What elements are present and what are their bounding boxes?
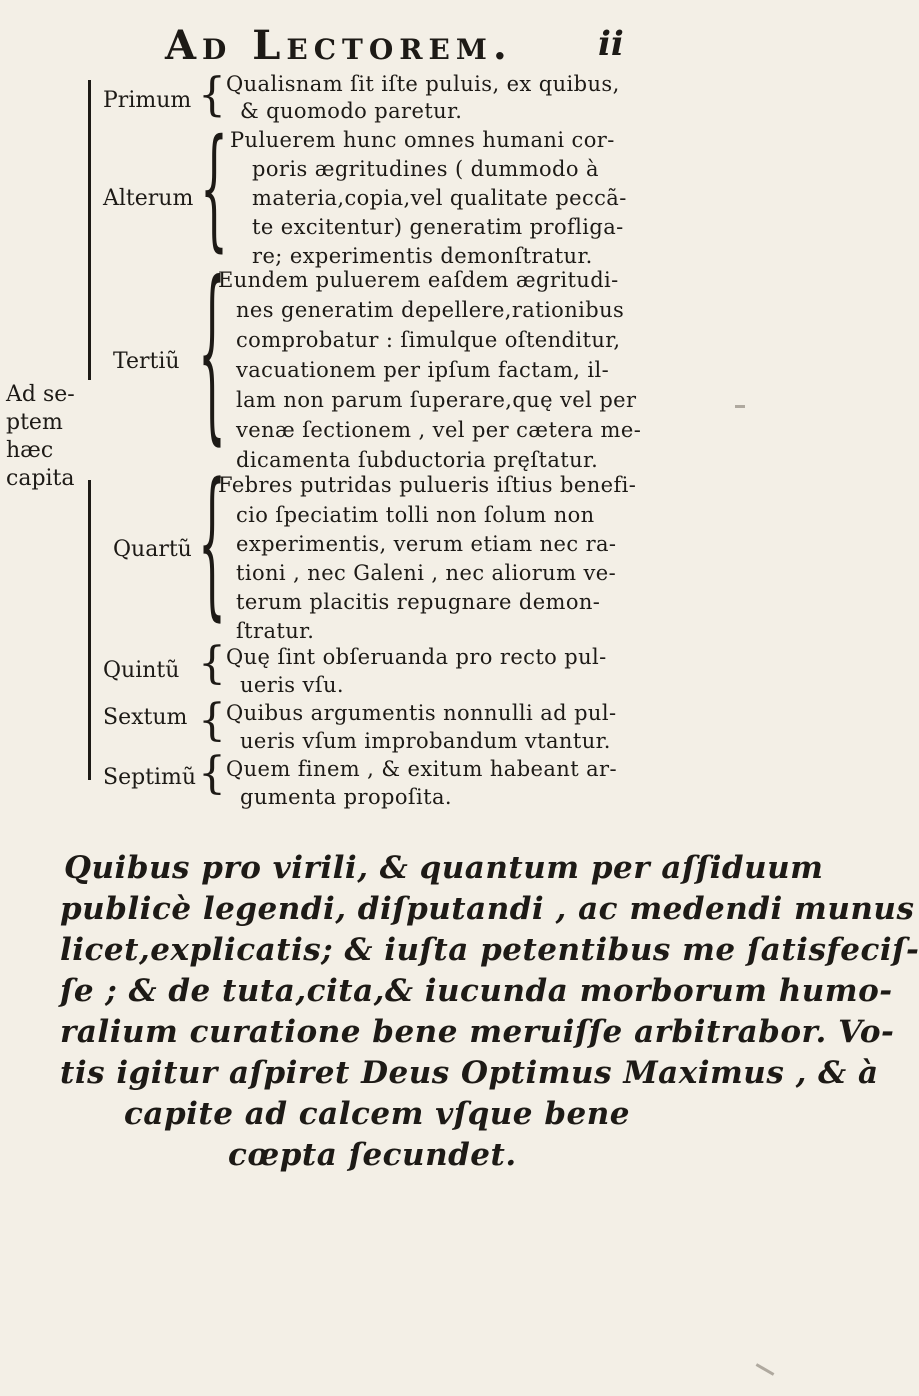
side-label-line: hæc <box>6 438 54 463</box>
running-title: Ad Lectorem. <box>165 22 513 69</box>
chapter-line: Quibus argumentis nonnulli ad pul- <box>226 701 617 725</box>
outer-bracket-top <box>88 80 91 380</box>
chapter-line: & quomodo paretur. <box>240 99 463 123</box>
chapter-line: Quem finem , & exitum habeant ar- <box>226 757 617 781</box>
chapter-line: ueris vſu. <box>240 673 344 697</box>
closing-line: capite ad calcem vſque bene <box>124 1096 630 1132</box>
chapter-line: comprobatur : ſimulque oſtenditur, <box>236 328 621 352</box>
chapter-line: ſtratur. <box>236 619 315 643</box>
brace-icon: { <box>198 67 226 122</box>
closing-line: Quibus pro virili, & quantum per aſſiduum <box>64 850 824 886</box>
chapter-line: te excitentur) generatim profliga- <box>252 215 624 239</box>
chapter-line: dicamenta ſubductoria pręſtatur. <box>236 448 599 472</box>
closing-line: cœpta ſecundet. <box>228 1137 517 1173</box>
ink-smudge <box>735 405 745 408</box>
chapter-line: ueris vſum improbandum vtantur. <box>240 729 611 753</box>
brace-icon: { <box>198 748 226 799</box>
chapter-label: Quartũ <box>113 537 192 562</box>
chapter-line: materia,copia,vel qualitate peccã- <box>252 186 627 210</box>
chapter-line: poris ægritudines ( dummodo à <box>252 157 599 181</box>
chapter-label: Tertiũ <box>113 349 180 374</box>
chapter-line: venæ ſectionem , vel per cætera me- <box>236 418 642 442</box>
chapter-line: gumenta propoſita. <box>240 785 453 809</box>
chapter-line: Eundem puluerem eaſdem ægritudi- <box>218 268 619 292</box>
chapter-line: terum placitis repugnare demon- <box>236 590 601 614</box>
page-number: ii <box>598 24 624 64</box>
brace-icon: { <box>200 113 228 266</box>
side-label-line: ptem <box>6 410 63 435</box>
closing-line: publicè legendi, diſputandi , ac medendi munus <box>60 891 915 927</box>
ink-smudge <box>756 1363 775 1376</box>
chapter-label: Septimũ <box>103 765 197 790</box>
chapter-line: tioni , nec Galeni , nec aliorum ve- <box>236 561 617 585</box>
side-label-line: Ad se- <box>6 382 75 407</box>
outer-bracket-bottom <box>88 480 91 780</box>
closing-line: tis igitur aſpiret Deus Optimus Maximus , & à <box>60 1055 879 1091</box>
chapter-line: Puluerem hunc omnes humani cor- <box>230 128 615 152</box>
closing-line: ſe ; & de tuta,cita,& iucunda morborum humo- <box>60 973 893 1009</box>
chapter-line: Quę ſint obſeruanda pro recto pul- <box>226 645 607 669</box>
chapter-line: re; experimentis demonſtratur. <box>252 244 593 268</box>
chapter-line: experimentis, verum etiam nec ra- <box>236 532 617 556</box>
page-header <box>0 22 800 72</box>
chapter-line: cio ſpeciatim tolli non ſolum non <box>236 503 595 527</box>
chapter-line: lam non parum ſuperare,quę vel per <box>236 388 637 412</box>
chapter-label: Primum <box>103 88 192 113</box>
closing-line: licet,explicatis; & iuſta petentibus me ſatisfeciſ- <box>60 932 919 968</box>
chapter-line: Qualisnam ſit iſte puluis, ex quibus, <box>226 72 620 96</box>
chapter-line: Febres putridas pulueris iſtius benefi- <box>218 473 637 497</box>
side-label-line: capita <box>6 466 75 491</box>
brace-icon: { <box>198 451 226 638</box>
closing-line: ralium curatione bene meruiſſe arbitrabor. Vo- <box>60 1014 895 1050</box>
chapter-label: Alterum <box>103 186 194 211</box>
chapter-label: Sextum <box>103 705 188 730</box>
chapter-line: vacuationem per ipſum factam, il- <box>236 358 610 382</box>
brace-icon: { <box>198 638 226 689</box>
brace-icon: { <box>198 695 226 746</box>
chapter-label: Quintũ <box>103 658 180 683</box>
brace-icon: { <box>198 244 226 465</box>
chapter-line: nes generatim depellere,rationibus <box>236 298 625 322</box>
